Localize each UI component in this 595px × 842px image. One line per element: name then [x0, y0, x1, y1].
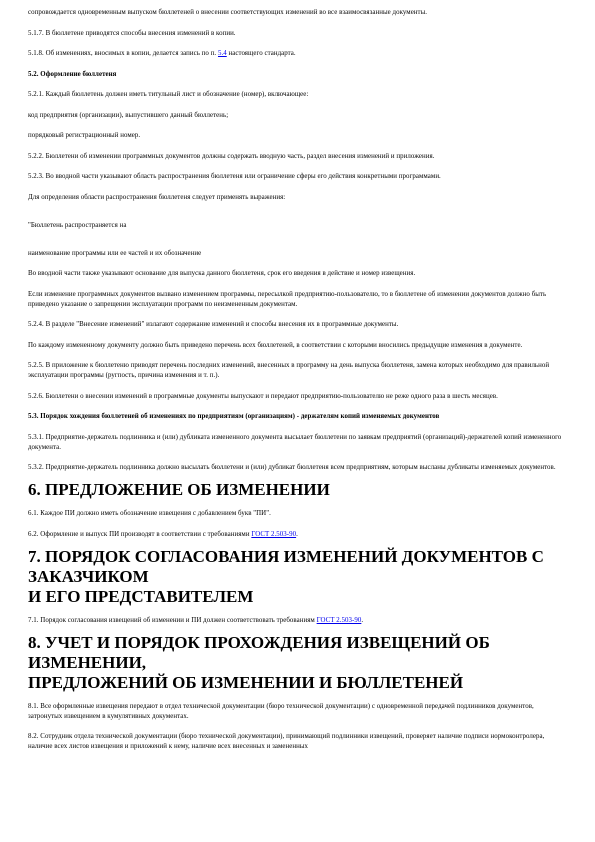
link-gost-2-503-90[interactable]: ГОСТ 2.503-90: [251, 530, 297, 538]
heading-line: 8. УЧЕТ И ПОРЯДОК ПРОХОЖДЕНИЯ ИЗВЕЩЕНИЙ ОБ: [28, 632, 490, 652]
heading-section-6: 6. ПРЕДЛОЖЕНИЕ ОБ ИЗМЕНЕНИИ: [28, 480, 330, 499]
paragraph-5-2-1: 5.2.1. Каждый бюллетень должен иметь титульный лист и обозначение (номер), включающее:: [28, 91, 309, 98]
quote-line-2: наименование программы или ее частей и их обозначение: [28, 249, 202, 257]
bold-heading: 5.3. Порядок хождения бюллетеней об изменениях по предприятиям (организациям) - держателям копий изменяемых документов: [28, 413, 440, 420]
paragraph-intro-basis: Во вводной части также указывают основание для выпуска данного бюллетеня, срок его введения в действие и номер извещения.: [28, 270, 416, 277]
paragraph-5-2-3: 5.2.3. Во вводной части указывают область распространения бюллетеня или ограничение сферы его действия конкретными программами.: [28, 173, 441, 180]
section-5-3-title: [28, 412, 567, 422]
paragraph-5-2-3-expressions: Для определения области распространения бюллетеня следует применять выражения:: [28, 193, 286, 201]
bold-heading: 5.2. Оформление бюллетеня: [28, 70, 117, 78]
text-segment: 7.1. Порядок согласования извещений об изменении и ПИ должен соответствовать требованиям: [28, 616, 317, 624]
paragraph-continuation: сопровождается одновременным выпуском бюллетеней о внесении соответствующих изменений во все взаимосвязанные документы.: [28, 9, 428, 16]
heading-line: ЗАКАЗЧИКОМ: [28, 566, 149, 586]
paragraph-5-2-4: 5.2.4. В разделе "Внесение изменений" излагают содержание изменений и способы внесения их в программные документы.: [28, 321, 399, 328]
list-item-code: код предприятия (организации), выпустившего данный бюллетень;: [28, 111, 229, 119]
link-5-4[interactable]: 5.4: [217, 50, 227, 57]
paragraph-5-3-2: 5.3.2. Предприятие-держатель подлинника должно высылать бюллетени и (или) дубликат бюллетеня всем предприятиям, которым высланы дубликаты изменяемых документов.: [28, 464, 556, 471]
paragraph-intro-prohibition: Если изменение программных документов вызвано изменением программы, пересылкой предприятию-пользователю, то в бюллетене об изменении документов должно быть приведено указание о запрещении эксплуатации программ по неизмененным документам.: [28, 290, 547, 308]
heading-section-7: [28, 547, 567, 607]
paragraph-6-2: [28, 530, 567, 540]
heading-line: ИЗМЕНЕНИИ,: [28, 652, 147, 672]
heading-section-8: [28, 633, 567, 693]
text-segment: настоящего стандарта.: [226, 50, 296, 57]
text-segment: 6.2. Оформление и выпуск ПИ производят в соответствии с требованиями: [28, 530, 252, 538]
paragraph-5-2-6: 5.2.6. Бюллетени о внесении изменений в программные документы выпускают и передают предприятию-пользователю не реже одного раза в шесть месяцев.: [28, 392, 498, 400]
paragraph-5-1-7: 5.1.7. В бюллетене приводятся способы внесения изменений в копии.: [28, 29, 236, 37]
heading-line: ПРЕДЛОЖЕНИЙ ОБ ИЗМЕНЕНИИ И БЮЛЛЕТЕНЕЙ: [28, 672, 464, 692]
paragraph-7-1: [28, 616, 567, 626]
heading-line: 7. ПОРЯДОК СОГЛАСОВАНИЯ ИЗМЕНЕНИЙ ДОКУМЕНТОВ С: [28, 546, 544, 566]
paragraph-8-2: 8.2. Сотрудник отдела технической документации (бюро технической документации), принимающий подлинники извещений, проверяет наличие подписи нормоконтролера, наличие всех листов извещения и приложений к нему, наличие всех внесенных и замененных: [28, 733, 545, 750]
paragraph-5-2-5: 5.2.5. В приложение к бюллетеню приводят перечень последних изменений, внесенных в программу на день выпуска бюллетеня, замена которых необходимо для правильной эксплуатации программы (ругпость, причина изменения и т. п.).: [28, 362, 550, 379]
section-5-2-title: [28, 70, 567, 80]
paragraph-8-1: 8.1. Все оформленные извещения передают в отдел технической документации (бюро технической документации) с одновременной передачей подлинников документов, затронутых извещением в кумулятивных документах.: [28, 702, 534, 720]
list-item-number: порядковый регистрационный номер.: [28, 132, 141, 139]
paragraph-5-2-2: 5.2.2. Бюллетени об изменении программных документов должны содержать вводную часть, раздел внесения изменений и приложения.: [28, 152, 435, 160]
text-segment: .: [296, 530, 298, 538]
paragraph-5-3-1: 5.3.1. Предприятие-держатель подлинника и (или) дубликата измененного документа высылает бюллетени по заявкам предприятий (организаций)-держателей копий измененного документа.: [28, 433, 562, 451]
text-segment: .: [361, 616, 364, 624]
text-segment: 5.1.8. Об изменениях, вносимых в копии, делается запись по п.: [28, 50, 218, 57]
paragraph-6-1: 6.1. Каждое ПИ должно иметь обозначение извещения с добавлением букв "ПИ".: [28, 510, 271, 517]
paragraph-5-1-8: [28, 49, 567, 59]
paragraph-5-2-4-list: По каждому измененному документу должно быть приведено перечень всех бюллетеней, в соответствии с которыми вносились предыдущие изменения в документе.: [28, 341, 523, 349]
heading-line: И ЕГО ПРЕДСТАВИТЕЛЕМ: [28, 586, 254, 606]
quote-line-1: "Бюллетень распространяется на: [28, 221, 127, 229]
link-gost-2-503-90[interactable]: ГОСТ 2.503-90: [316, 616, 362, 624]
